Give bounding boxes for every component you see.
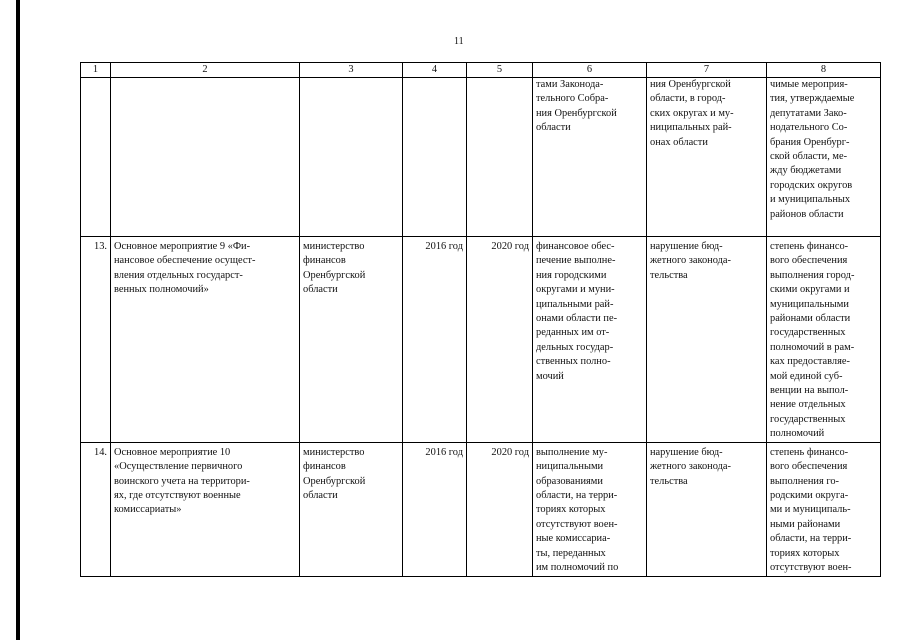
cell-expected-result: выполнение му- ниципальными образованиями области, на терри- ториях которых отсутствуют воен- ные комиссариа- ты, переданных им полномочий по [533, 442, 647, 576]
cell-event: Основное мероприятие 9 «Фи- нансовое обеспечение осущест- вления отдельных государст- венных полномочий» [111, 237, 300, 443]
cell-num: 13. [81, 237, 111, 443]
table-row-13 [81, 237, 881, 443]
program-events-table [80, 62, 881, 577]
col-header-3: 3 [300, 63, 403, 78]
cell-executor [300, 78, 403, 237]
cell-num [81, 78, 111, 237]
cell-end-year [467, 78, 533, 237]
cell-expected-result: финансовое обес- печение выполне- ния городскими округами и муни- ципальными рай- онами области пе- реданных им от- дельных государ- ственных полно- мочий [533, 237, 647, 443]
cell-executor: министерство финансов Оренбургской области [300, 237, 403, 443]
header-row [81, 63, 881, 78]
cell-consequences: нарушение бюд- жетного законода- тельства [647, 237, 767, 443]
col-header-5: 5 [467, 63, 533, 78]
cell-indicator: степень финансо- вого обеспечения выполнения город- скими округами и муниципальными районами области государственных полномочий в рам- ках предоставляе- мой единой суб- венции на выпол- нение отдельных государственных полномочий [767, 237, 881, 443]
cell-expected-result: тами Законода- тельного Собра- ния Оренбургской области [533, 78, 647, 237]
col-header-8: 8 [767, 63, 881, 78]
cell-executor: министерство финансов Оренбургской области [300, 442, 403, 576]
cell-start-year: 2016 год [403, 442, 467, 576]
col-header-6: 6 [533, 63, 647, 78]
col-header-2: 2 [111, 63, 300, 78]
page-number: 11 [454, 36, 464, 47]
cell-event: Основное мероприятие 10 «Осуществление первичного воинского учета на территори- ях, где отсутствуют военные комиссариаты» [111, 442, 300, 576]
col-header-7: 7 [647, 63, 767, 78]
cell-num: 14. [81, 442, 111, 576]
cell-consequences: нарушение бюд- жетного законода- тельства [647, 442, 767, 576]
col-header-4: 4 [403, 63, 467, 78]
cell-event [111, 78, 300, 237]
col-header-1: 1 [81, 63, 111, 78]
table-header [81, 63, 881, 78]
cell-consequences: ния Оренбургской области, в город- ских округах и му- ниципальных рай- онах области [647, 78, 767, 237]
cell-start-year [403, 78, 467, 237]
cell-end-year: 2020 год [467, 442, 533, 576]
cell-end-year: 2020 год [467, 237, 533, 443]
table-row-14 [81, 442, 881, 576]
cell-indicator: степень финансо- вого обеспечения выполнения го- родскими округа- ми и муниципаль- ными районами области, на терри- ториях которых отсутствуют воен- [767, 442, 881, 576]
cell-start-year: 2016 год [403, 237, 467, 443]
table-row-continuation [81, 78, 881, 237]
scan-margin-edge [16, 0, 20, 640]
cell-indicator: чимые мероприя- тия, утверждаемые депутатами Зако- нодательного Со- брания Оренбург- ской области, ме- жду бюджетами городских округов и муниципальных районов области [767, 78, 881, 237]
table-body [81, 78, 881, 577]
